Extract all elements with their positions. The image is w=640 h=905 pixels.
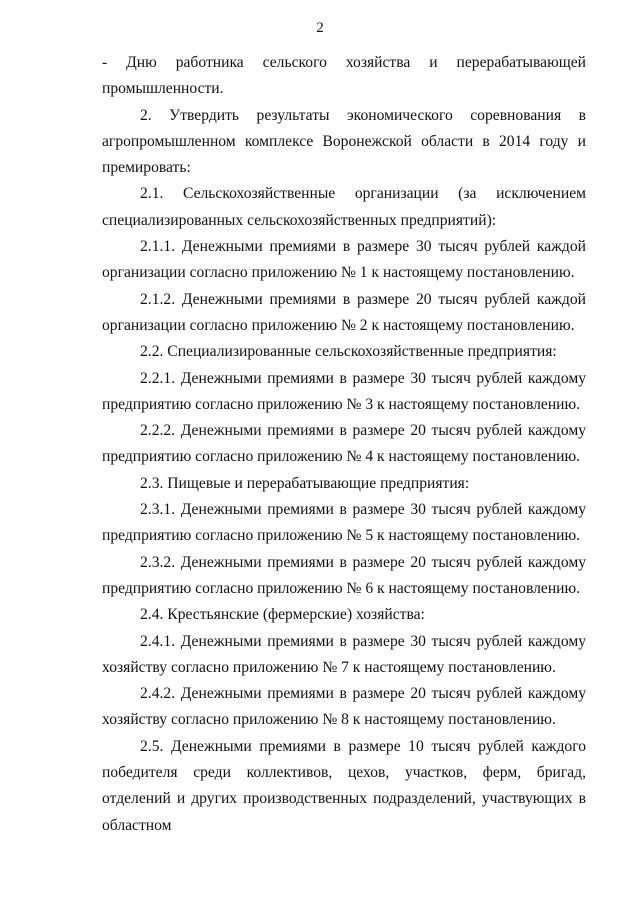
paragraph-2-2: 2.2. Специализированные сельскохозяйственные предприятия: (140, 343, 557, 361)
paragraph-2: 2. Утвердить результаты экономического соревнования в агропромышленном комплексе Воронежской области в 2014 году и премировать: (102, 106, 586, 177)
paragraph-2-3-1: 2.3.1. Денежными премиями в размере 30 тысяч рублей каждому предприятию согласно приложению № 5 к настоящему постановлению. (102, 501, 586, 545)
paragraph-holiday-continuation: - Дню работника сельского хозяйства и перерабатывающей промышленности. (102, 54, 586, 98)
paragraph-2-3: 2.3. Пищевые и перерабатывающие предприятия: (140, 474, 470, 492)
paragraph-2-4: 2.4. Крестьянские (фермерские) хозяйства: (140, 606, 425, 624)
document-body (102, 50, 586, 839)
paragraph-2-2-2: 2.2.2. Денежными премиями в размере 20 тысяч рублей каждому предприятию согласно приложению № 4 к настоящему постановлению. (102, 422, 586, 466)
paragraph-2-2-1: 2.2.1. Денежными премиями в размере 30 тысяч рублей каждому предприятию согласно приложению № 3 к настоящему постановлению. (102, 369, 586, 413)
paragraph-2-5: 2.5. Денежными премиями в размере 10 тысяч рублей каждого победителя среди коллективов, цехов, участков, ферм, бригад, отделений и других производственных подразделений, участвующих в областном (102, 737, 586, 834)
paragraph-2-1: 2.1. Сельскохозяйственные организации (за исключением специализированных сельскохозяйственных предприятий): (102, 185, 586, 229)
paragraph-2-4-2: 2.4.2. Денежными премиями в размере 20 тысяч рублей каждому хозяйству согласно приложению № 8 к настоящему постановлению. (102, 685, 586, 729)
paragraph-2-4-1: 2.4.1. Денежными премиями в размере 30 тысяч рублей каждому хозяйству согласно приложению № 7 к настоящему постановлению. (102, 632, 586, 676)
paragraph-2-1-1: 2.1.1. Денежными премиями в размере 30 тысяч рублей каждой организации согласно приложению № 1 к настоящему постановлению. (102, 238, 586, 282)
page-number: 2 (316, 20, 324, 36)
paragraph-2-3-2: 2.3.2. Денежными премиями в размере 20 тысяч рублей каждому предприятию согласно приложению № 6 к настоящему постановлению. (102, 553, 586, 597)
paragraph-2-1-2: 2.1.2. Денежными премиями в размере 20 тысяч рублей каждой организации согласно приложению № 2 к настоящему постановлению. (102, 290, 586, 334)
